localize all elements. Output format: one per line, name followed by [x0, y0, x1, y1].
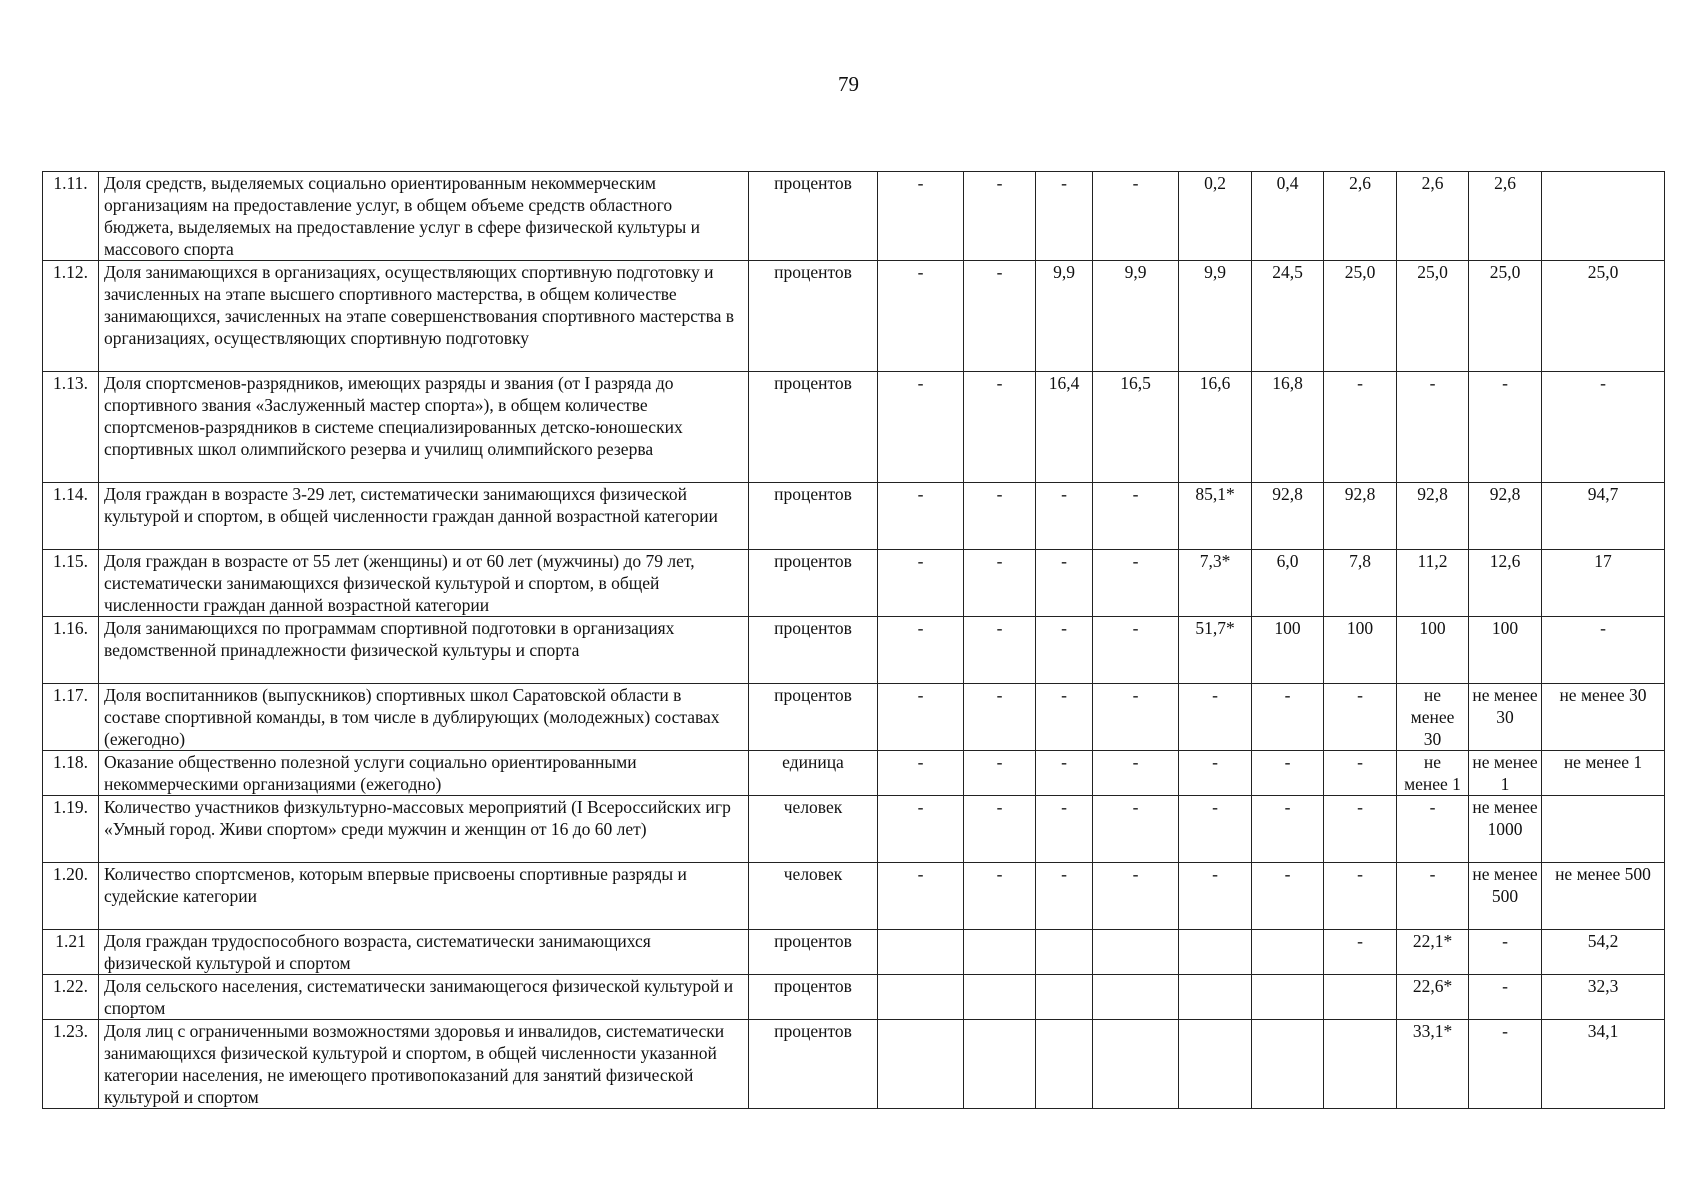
value-cell-8: -	[1397, 796, 1469, 863]
table-row	[43, 975, 1665, 1020]
value-cell-10: 34,1	[1542, 1020, 1665, 1109]
value-cell-7: -	[1324, 796, 1397, 863]
value-cell-6: 92,8	[1252, 483, 1324, 550]
value-cell-5: 85,1*	[1179, 483, 1252, 550]
unit-of-measure: процентов	[749, 372, 878, 483]
value-cell-1: -	[878, 796, 964, 863]
value-cell-3	[1036, 930, 1093, 975]
row-number: 1.20.	[43, 863, 99, 930]
value-cell-4	[1093, 1020, 1179, 1109]
table-row	[43, 751, 1665, 796]
value-cell-6: 6,0	[1252, 550, 1324, 617]
value-cell-4: -	[1093, 550, 1179, 617]
value-cell-9: -	[1469, 372, 1542, 483]
value-cell-9: 12,6	[1469, 550, 1542, 617]
row-number: 1.11.	[43, 172, 99, 261]
value-cell-9: 92,8	[1469, 483, 1542, 550]
value-cell-8: 25,0	[1397, 261, 1469, 372]
value-cell-10: 32,3	[1542, 975, 1665, 1020]
value-cell-5: -	[1179, 796, 1252, 863]
row-number: 1.13.	[43, 372, 99, 483]
unit-of-measure: процентов	[749, 930, 878, 975]
value-cell-6: 24,5	[1252, 261, 1324, 372]
indicator-name: Доля граждан в возрасте от 55 лет (женщины) и от 60 лет (мужчины) до 79 лет, систематически занимающихся физической культурой и спортом, в общей численности граждан данной возрастной категории	[99, 550, 749, 617]
value-cell-7: 92,8	[1324, 483, 1397, 550]
value-cell-2: -	[964, 863, 1036, 930]
value-cell-2: -	[964, 372, 1036, 483]
value-cell-4: 9,9	[1093, 261, 1179, 372]
value-cell-5: -	[1179, 751, 1252, 796]
value-cell-7	[1324, 1020, 1397, 1109]
unit-of-measure: процентов	[749, 483, 878, 550]
value-cell-6: -	[1252, 751, 1324, 796]
value-cell-4: -	[1093, 172, 1179, 261]
value-cell-9: не менее 30	[1469, 684, 1542, 751]
value-cell-10: -	[1542, 372, 1665, 483]
row-number: 1.12.	[43, 261, 99, 372]
value-cell-8: 100	[1397, 617, 1469, 684]
table-row	[43, 172, 1665, 261]
value-cell-8: 11,2	[1397, 550, 1469, 617]
value-cell-2: -	[964, 172, 1036, 261]
row-number: 1.19.	[43, 796, 99, 863]
value-cell-1: -	[878, 550, 964, 617]
value-cell-2: -	[964, 261, 1036, 372]
value-cell-4: -	[1093, 751, 1179, 796]
value-cell-2: -	[964, 483, 1036, 550]
value-cell-8: не менее 1	[1397, 751, 1469, 796]
value-cell-6	[1252, 975, 1324, 1020]
value-cell-1	[878, 930, 964, 975]
value-cell-1: -	[878, 617, 964, 684]
value-cell-3	[1036, 1020, 1093, 1109]
value-cell-6: -	[1252, 863, 1324, 930]
page-number: 79	[838, 72, 859, 96]
value-cell-9: 25,0	[1469, 261, 1542, 372]
value-cell-4: -	[1093, 617, 1179, 684]
table-row	[43, 483, 1665, 550]
unit-of-measure: человек	[749, 796, 878, 863]
table-row	[43, 930, 1665, 975]
row-number: 1.15.	[43, 550, 99, 617]
value-cell-5: 0,2	[1179, 172, 1252, 261]
value-cell-8: 22,1*	[1397, 930, 1469, 975]
value-cell-2: -	[964, 617, 1036, 684]
indicator-name: Доля занимающихся по программам спортивной подготовки в организациях ведомственной принадлежности физической культуры и спорта	[99, 617, 749, 684]
value-cell-2	[964, 1020, 1036, 1109]
indicator-name: Количество спортсменов, которым впервые присвоены спортивные разряды и судейские категории	[99, 863, 749, 930]
table-row	[43, 1020, 1665, 1109]
value-cell-4: -	[1093, 684, 1179, 751]
value-cell-5: -	[1179, 684, 1252, 751]
value-cell-5: -	[1179, 863, 1252, 930]
value-cell-6	[1252, 930, 1324, 975]
value-cell-1: -	[878, 372, 964, 483]
value-cell-9: 2,6	[1469, 172, 1542, 261]
table-body	[43, 172, 1665, 1109]
value-cell-10	[1542, 796, 1665, 863]
table-row	[43, 796, 1665, 863]
value-cell-3: -	[1036, 483, 1093, 550]
value-cell-1: -	[878, 172, 964, 261]
value-cell-10: 17	[1542, 550, 1665, 617]
value-cell-3: -	[1036, 863, 1093, 930]
value-cell-6	[1252, 1020, 1324, 1109]
value-cell-7: -	[1324, 751, 1397, 796]
value-cell-3: 16,4	[1036, 372, 1093, 483]
value-cell-6: 100	[1252, 617, 1324, 684]
unit-of-measure: человек	[749, 863, 878, 930]
value-cell-1: -	[878, 684, 964, 751]
value-cell-2	[964, 930, 1036, 975]
value-cell-3: -	[1036, 550, 1093, 617]
table-row	[43, 550, 1665, 617]
value-cell-6: 16,8	[1252, 372, 1324, 483]
value-cell-5	[1179, 1020, 1252, 1109]
value-cell-1: -	[878, 751, 964, 796]
row-number: 1.14.	[43, 483, 99, 550]
value-cell-7: 25,0	[1324, 261, 1397, 372]
table-row	[43, 372, 1665, 483]
value-cell-4	[1093, 930, 1179, 975]
value-cell-5	[1179, 930, 1252, 975]
value-cell-1	[878, 1020, 964, 1109]
value-cell-8: не менее 30	[1397, 684, 1469, 751]
row-number: 1.16.	[43, 617, 99, 684]
value-cell-10: 94,7	[1542, 483, 1665, 550]
value-cell-2: -	[964, 684, 1036, 751]
table-row	[43, 863, 1665, 930]
value-cell-3: -	[1036, 796, 1093, 863]
value-cell-8: 33,1*	[1397, 1020, 1469, 1109]
table-row	[43, 684, 1665, 751]
row-number: 1.21	[43, 930, 99, 975]
value-cell-1: -	[878, 483, 964, 550]
value-cell-7: 7,8	[1324, 550, 1397, 617]
indicator-name: Доля средств, выделяемых социально ориентированным некоммерческим организациям на предоставление услуг, в общем объеме средств областного бюджета, выделяемых на предоставление услуг в сфере физической культуры и массового спорта	[99, 172, 749, 261]
value-cell-10: 54,2	[1542, 930, 1665, 975]
value-cell-2: -	[964, 550, 1036, 617]
value-cell-1: -	[878, 261, 964, 372]
value-cell-5: 16,6	[1179, 372, 1252, 483]
value-cell-1	[878, 975, 964, 1020]
value-cell-8: 22,6*	[1397, 975, 1469, 1020]
value-cell-7: -	[1324, 930, 1397, 975]
indicator-name: Доля занимающихся в организациях, осуществляющих спортивную подготовку и зачисленных на этапе высшего спортивного мастерства, в общем количестве занимающихся, зачисленных на этапе совершенствования спортивного мастерства в организациях, осуществляющих спортивную подготовку	[99, 261, 749, 372]
value-cell-2: -	[964, 751, 1036, 796]
indicator-name: Доля лиц с ограниченными возможностями здоровья и инвалидов, систематически занимающихся физической культурой и спортом, в общей численности указанной категории населения, не имеющего противопоказаний для занятий физической культурой и спортом	[99, 1020, 749, 1109]
value-cell-3: -	[1036, 684, 1093, 751]
value-cell-8: -	[1397, 863, 1469, 930]
value-cell-7	[1324, 975, 1397, 1020]
indicator-name: Доля граждан трудоспособного возраста, систематически занимающихся физической культурой и спортом	[99, 930, 749, 975]
value-cell-7: 2,6	[1324, 172, 1397, 261]
value-cell-10	[1542, 172, 1665, 261]
value-cell-9: -	[1469, 930, 1542, 975]
value-cell-3: -	[1036, 751, 1093, 796]
indicator-name: Доля сельского населения, систематически занимающегося физической культурой и спортом	[99, 975, 749, 1020]
value-cell-3: -	[1036, 617, 1093, 684]
unit-of-measure: процентов	[749, 172, 878, 261]
indicator-name: Доля воспитанников (выпускников) спортивных школ Саратовской области в составе спортивной команды, в том числе в дублирующих (молодежных) составах (ежегодно)	[99, 684, 749, 751]
value-cell-9: -	[1469, 1020, 1542, 1109]
value-cell-10: -	[1542, 617, 1665, 684]
unit-of-measure: процентов	[749, 550, 878, 617]
value-cell-7: -	[1324, 372, 1397, 483]
value-cell-6: 0,4	[1252, 172, 1324, 261]
indicator-name: Оказание общественно полезной услуги социально ориентированными некоммерческими организациями (ежегодно)	[99, 751, 749, 796]
table-row	[43, 261, 1665, 372]
value-cell-4: 16,5	[1093, 372, 1179, 483]
value-cell-3: -	[1036, 172, 1093, 261]
row-number: 1.18.	[43, 751, 99, 796]
value-cell-7: -	[1324, 863, 1397, 930]
unit-of-measure: процентов	[749, 1020, 878, 1109]
row-number: 1.17.	[43, 684, 99, 751]
value-cell-2	[964, 975, 1036, 1020]
value-cell-9: не менее 1	[1469, 751, 1542, 796]
value-cell-2: -	[964, 796, 1036, 863]
value-cell-9: 100	[1469, 617, 1542, 684]
value-cell-8: -	[1397, 372, 1469, 483]
value-cell-9: -	[1469, 975, 1542, 1020]
value-cell-7: -	[1324, 684, 1397, 751]
value-cell-10: не менее 500	[1542, 863, 1665, 930]
value-cell-6: -	[1252, 684, 1324, 751]
value-cell-4: -	[1093, 483, 1179, 550]
value-cell-5	[1179, 975, 1252, 1020]
row-number: 1.23.	[43, 1020, 99, 1109]
unit-of-measure: процентов	[749, 617, 878, 684]
value-cell-4: -	[1093, 796, 1179, 863]
indicator-name: Доля спортсменов-разрядников, имеющих разряды и звания (от I разряда до спортивного звания «Заслуженный мастер спорта»), в общем количестве спортсменов-разрядников в системе специализированных детско-юношеских спортивных школ олимпийского резерва и училищ олимпийского резерва	[99, 372, 749, 483]
unit-of-measure: процентов	[749, 261, 878, 372]
value-cell-5: 51,7*	[1179, 617, 1252, 684]
row-number: 1.22.	[43, 975, 99, 1020]
value-cell-8: 2,6	[1397, 172, 1469, 261]
value-cell-8: 92,8	[1397, 483, 1469, 550]
unit-of-measure: процентов	[749, 684, 878, 751]
value-cell-10: не менее 30	[1542, 684, 1665, 751]
value-cell-4	[1093, 975, 1179, 1020]
value-cell-5: 7,3*	[1179, 550, 1252, 617]
value-cell-1: -	[878, 863, 964, 930]
value-cell-6: -	[1252, 796, 1324, 863]
value-cell-7: 100	[1324, 617, 1397, 684]
indicator-name: Количество участников физкультурно-массовых мероприятий (I Всероссийских игр «Умный город. Живи спортом» среди мужчин и женщин от 16 до 60 лет)	[99, 796, 749, 863]
value-cell-9: не менее 500	[1469, 863, 1542, 930]
unit-of-measure: процентов	[749, 975, 878, 1020]
value-cell-4: -	[1093, 863, 1179, 930]
value-cell-10: не менее 1	[1542, 751, 1665, 796]
value-cell-10: 25,0	[1542, 261, 1665, 372]
unit-of-measure: единица	[749, 751, 878, 796]
value-cell-9: не менее 1000	[1469, 796, 1542, 863]
value-cell-5: 9,9	[1179, 261, 1252, 372]
value-cell-3	[1036, 975, 1093, 1020]
indicators-table	[42, 171, 1665, 1109]
indicator-name: Доля граждан в возрасте 3-29 лет, систематически занимающихся физической культурой и спортом, в общей численности граждан данной возрастной категории	[99, 483, 749, 550]
value-cell-3: 9,9	[1036, 261, 1093, 372]
table-row	[43, 617, 1665, 684]
